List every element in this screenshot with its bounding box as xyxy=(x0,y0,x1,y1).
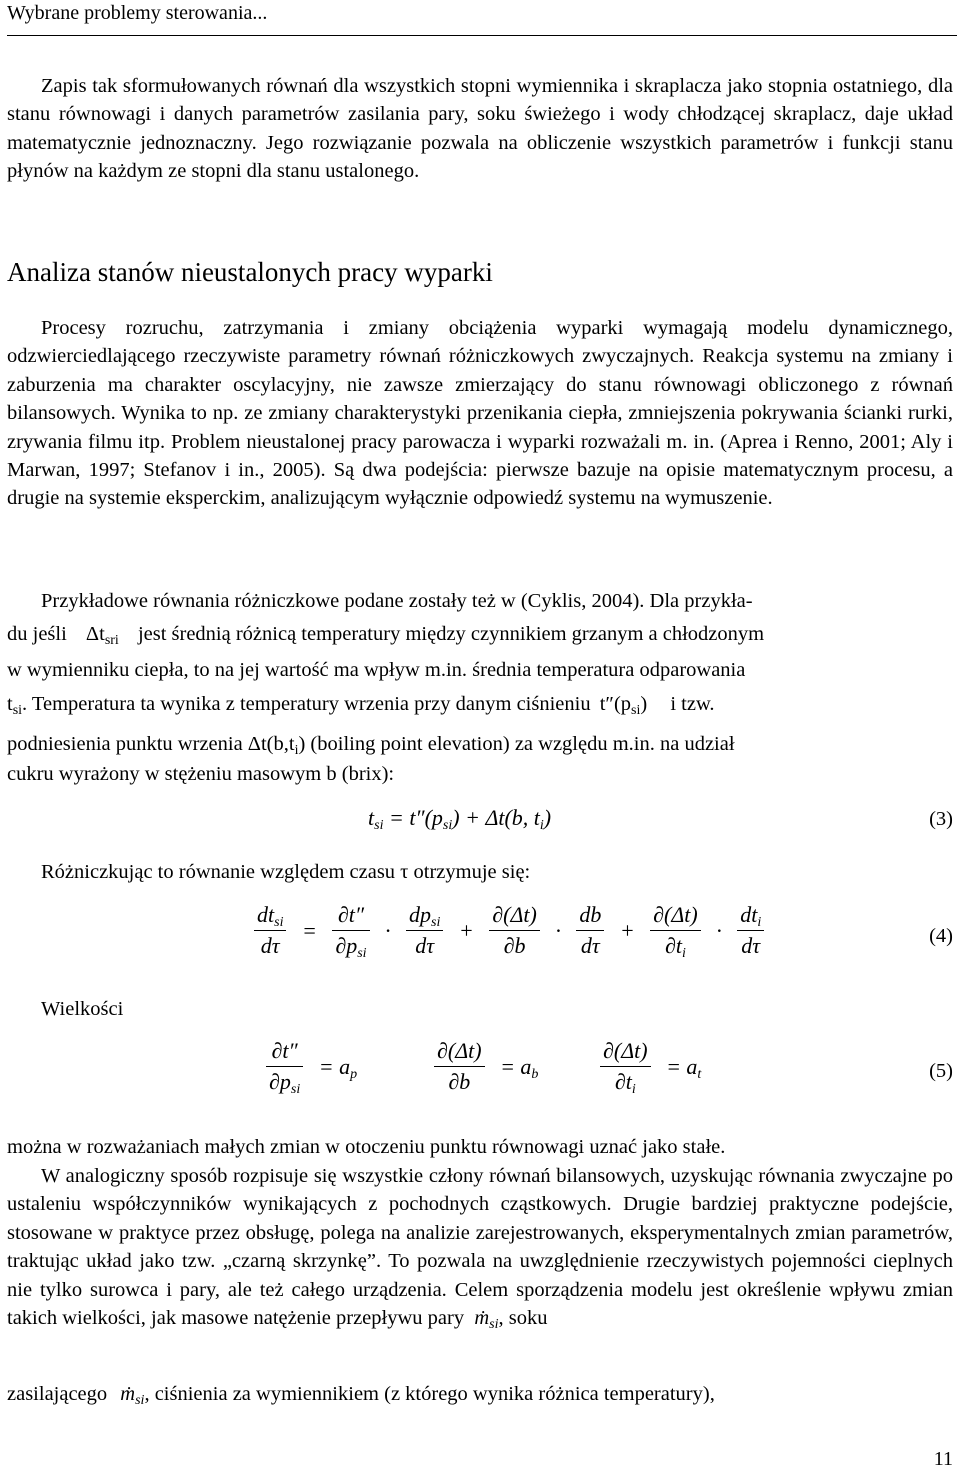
subscript: si xyxy=(290,1082,301,1097)
symbol: = t″(p xyxy=(388,805,443,830)
paragraph-1: Zapis tak sformułowanych równań dla wszystkich stopni wymiennika i skraplacza jako stopnia ostatniego, dla stanu równowagi i danych parametrów zasilania pary, soku świeżego i wody chłodzącej skraplacz, daje układ matematycznie jednoznaczny. Jego rozwiązanie pozwala na obliczenie wszystkich parametrów i funkcji stanu płynów na każdym ze stopni dla stanu ustalonego. xyxy=(7,75,953,183)
numerator: ∂(Δt) xyxy=(650,900,701,931)
subscript: i xyxy=(539,818,544,833)
denominator: dτ xyxy=(415,933,435,958)
equation-4 xyxy=(250,900,768,961)
running-header: Wybrane problemy sterowania... xyxy=(7,2,268,24)
text-fragment: du jeśli xyxy=(7,623,67,645)
plus-sign: + xyxy=(619,917,635,943)
subscript: i xyxy=(294,743,299,758)
fraction-dpsi-dtau xyxy=(406,900,443,961)
denominator: ∂b xyxy=(448,1069,471,1094)
header-rule xyxy=(7,35,957,36)
equation-number-4: (4) xyxy=(929,925,953,947)
symbol: ) xyxy=(543,805,552,830)
symbol: ∂p xyxy=(335,933,358,958)
fraction-db-dtau xyxy=(576,900,604,961)
denominator: dτ xyxy=(260,933,280,958)
fraction-dt-dpsi xyxy=(332,900,369,961)
subscript: si xyxy=(374,818,384,833)
dot-operator: · xyxy=(385,917,391,943)
subscript: si xyxy=(489,1317,499,1333)
symbol: = a xyxy=(318,1053,351,1079)
numerator: db xyxy=(576,900,604,931)
equals-sign: = xyxy=(301,917,317,943)
subscript: si xyxy=(442,818,453,833)
symbol: = a xyxy=(500,1053,532,1079)
equation-number-5: (5) xyxy=(929,1060,953,1082)
subscript: sri xyxy=(104,633,119,648)
paragraph-3-line-3: w wymienniku ciepła, to na jej wartość ma wpływ m.in. średnia temperatura odparowania xyxy=(7,659,746,681)
text-fragment: , ciśnienia za wymiennikiem (z którego wynika różnica temperatury), xyxy=(144,1383,715,1405)
denominator: dτ xyxy=(580,933,600,958)
paragraph-3-line-6: cukru wyrażony w stężeniu masowym b (brix): xyxy=(7,763,395,785)
dot-operator: · xyxy=(716,917,722,943)
paragraph-3-line-1: Przykładowe równania różniczkowe podane zostały też w (Cyklis, 2004). Dla przykła- xyxy=(41,590,753,612)
text-fragment: , soku xyxy=(498,1307,548,1330)
symbol: Δt xyxy=(85,623,105,645)
paragraph-5 xyxy=(7,1162,953,1332)
numerator: ∂t″ xyxy=(266,1036,303,1067)
paragraph-2: Procesy rozruchu, zatrzymania i zmiany obciążenia wyparki wymagają modelu dynamicznego, odzwierciedlającego rzeczywiste parametry równań różniczkowych zwyczajnych. Reakcja systemu na zmiany i zaburzenia ma charakter oscylacyjny, nie zawsze zmierzający do stanu równowagi obliczonego z równań bilansowych. Wynika to np. ze zmiany charakterystyki przenikania ciepła, zmniejszenia pokrywania ścianki rurki, zrywania filmu itp. Problem nieustalonej pracy parowacza i wyparki rozważali m. in. (Aprea i Renno, 2001; Aly i Marwan, 1997; Stefanov i in., 2005). Są dwa podejścia: pierwsze bazuje na opisie matematycznym procesu, a drugie na systemie eksperckim, analizującym wyłącznie odpowiedź systemu na wymuszenie. xyxy=(7,317,953,510)
paragraph-5-last-line xyxy=(7,1380,953,1408)
text-fragment: i tzw. xyxy=(670,693,715,715)
text-fragment: zasilającego xyxy=(7,1383,108,1405)
equation-5a xyxy=(262,1036,363,1097)
paragraph-3-line-2 xyxy=(7,620,953,648)
paragraph-5-text: W analogiczny sposób rozpisuje się wszystkie człony równań bilansowych, uzyskując równania zwyczajne po ustaleniu współczynników wynikających z pochodnych cząstkowych. Drugie bardziej praktyczne podejście, stosowane w praktyce przez obsługę, polega na analizie zarejestrowanych, eksperymentalnych zmian parametrów, traktując układ jako tzw. „czarną skrzynkę”. To pozwala na uwzględnienie rzeczywistych pojemności cieplnych nie tylko surowca i pary, ale też całego urządzenia. Celem sporządzenia modelu jest określenie wpływu zmian takich wielkości, jak masowe natężenie przepływu pary xyxy=(7,1165,953,1330)
symbol: ṁ xyxy=(120,1383,136,1405)
subscript: si xyxy=(135,1393,145,1408)
equation-3 xyxy=(368,804,551,832)
symbol: dt xyxy=(257,902,275,927)
symbol: t″(p xyxy=(599,693,632,715)
subscript: i xyxy=(757,915,762,930)
section-title: Analiza stanów nieustalonych pracy wyparki xyxy=(7,257,493,287)
equation-number-3: (3) xyxy=(929,808,953,830)
subscript: i xyxy=(631,1082,636,1097)
page-number: 11 xyxy=(933,1448,953,1470)
symbol: = a xyxy=(666,1053,698,1079)
subscript: si xyxy=(631,703,641,718)
plus-sign: + xyxy=(458,917,474,943)
fraction-dti-dtau xyxy=(737,900,764,961)
numerator: ∂(Δt) xyxy=(600,1036,651,1067)
fraction-ddt-db xyxy=(434,1036,485,1097)
fraction-dt-dpsi xyxy=(266,1036,303,1097)
subscript: b xyxy=(531,1066,539,1082)
subscript: si xyxy=(431,915,441,930)
denominator: dτ xyxy=(741,933,761,958)
paragraph-3-line-4 xyxy=(7,690,953,718)
symbol: ∂t xyxy=(665,933,682,958)
text-fragment: podniesienia punktu wrzenia Δt(b,t xyxy=(7,733,295,755)
symbol: dt xyxy=(740,902,758,927)
fraction-ddt-dti xyxy=(600,1036,651,1097)
fraction-ddt-dti xyxy=(650,900,701,961)
numerator: ∂(Δt) xyxy=(434,1036,485,1067)
subscript: si xyxy=(12,703,23,718)
function-t-p xyxy=(599,693,648,718)
text-fragment: ) (boiling point elevation) za względu m.in. na udział xyxy=(298,733,735,755)
subscript: t xyxy=(697,1066,702,1082)
differentiation-text: Różniczkując to równanie względem czasu τ otrzymuje się: xyxy=(41,861,531,883)
label-wielkosci: Wielkości xyxy=(41,998,124,1020)
subscript: p xyxy=(350,1066,358,1082)
symbol: t xyxy=(7,693,13,715)
paragraph-3-line-5 xyxy=(7,730,953,758)
symbol: ) + Δt(b, t xyxy=(452,805,540,830)
subscript: si xyxy=(274,915,284,930)
fraction-ddt-db xyxy=(489,900,540,961)
dot-operator: · xyxy=(555,917,561,943)
t-si-symbol xyxy=(7,693,23,718)
delta-t-symbol xyxy=(85,623,119,648)
numerator: ∂(Δt) xyxy=(489,900,540,931)
symbol: t xyxy=(368,805,375,830)
equation-5c xyxy=(596,1036,707,1097)
fraction-dtsi-dtau xyxy=(254,900,286,961)
symbol: ṁ xyxy=(474,1307,490,1330)
subscript: si xyxy=(357,946,367,961)
numerator: ∂t″ xyxy=(332,900,369,931)
mass-flow-symbol xyxy=(120,1383,145,1408)
symbol: dp xyxy=(409,902,432,927)
text-fragment: . Temperatura ta wynika z temperatury wrzenia przy danym ciśnieniu xyxy=(22,693,591,715)
symbol: ∂p xyxy=(269,1069,291,1094)
mass-flow-symbol xyxy=(474,1307,499,1333)
subscript: i xyxy=(682,946,686,961)
paragraph-4: można w rozważaniach małych zmian w otoczeniu punktu równowagi uznać jako stałe. xyxy=(7,1136,726,1158)
denominator: ∂b xyxy=(503,933,526,958)
symbol: ∂t xyxy=(614,1069,632,1094)
text-fragment: jest średnią różnicą temperatury między czynnikiem grzanym a chłodzonym xyxy=(137,623,765,645)
equation-5b xyxy=(430,1036,544,1097)
symbol: ) xyxy=(640,693,648,715)
